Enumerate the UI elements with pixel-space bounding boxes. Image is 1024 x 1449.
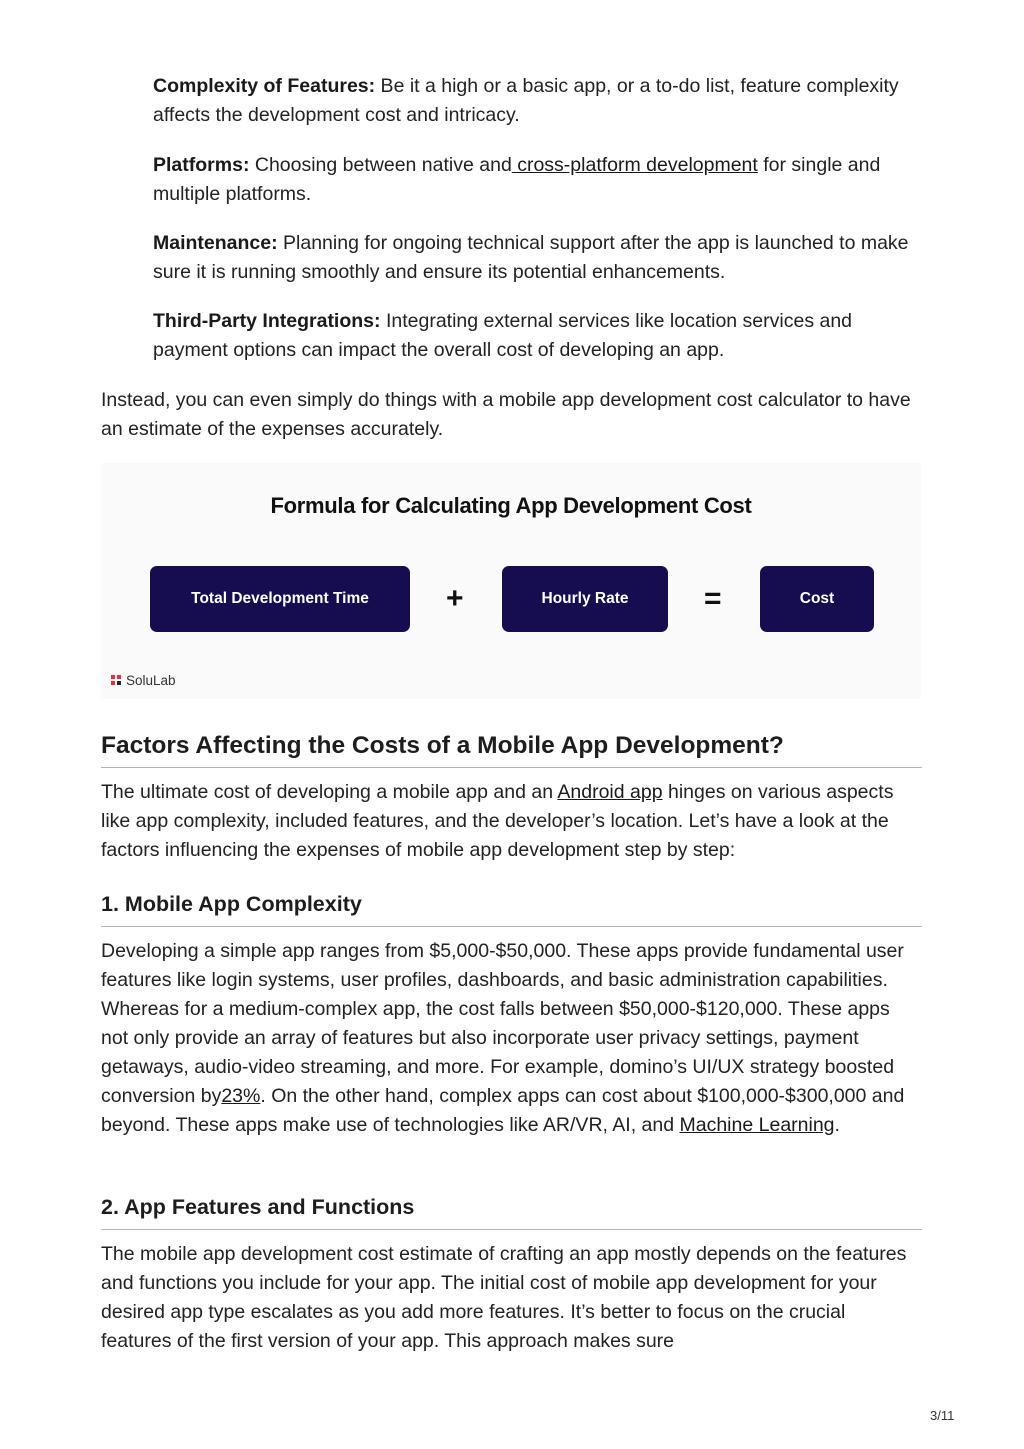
features-paragraph: The mobile app development cost estimate of crafting an app mostly depends on the features and functions you include for your app. The initial cost of mobile app development for your desired app type escalates as you add more features. It’s better to focus on the crucial features of the first version of your app. This approach makes sure xyxy=(101,1243,907,1352)
subheading-features: 2. App Features and Functions xyxy=(101,1195,415,1219)
complexity-paragraph xyxy=(101,937,921,1140)
subheading-complexity: 1. Mobile App Complexity xyxy=(101,892,362,916)
bullet-text: Integrating external services like location services and payment options can impact the overall cost of developing an app. xyxy=(153,310,853,361)
paragraph-text: hinges on various aspects like app complexity, included features, and the developer’s location. Let’s have a look at the factors influencing the expenses of mobile app development step by step: xyxy=(101,781,894,861)
section-paragraph xyxy=(101,778,921,865)
bullet-integrations xyxy=(153,307,913,365)
divider xyxy=(101,767,922,768)
intro-paragraph: Instead, you can even simply do things with a mobile app development cost calculator to have an estimate of the expenses accurately. xyxy=(101,389,911,440)
bullet-text: Choosing between native and xyxy=(249,154,512,176)
logo-text: SoluLab xyxy=(126,673,176,688)
machine-learning-link[interactable]: Machine Learning xyxy=(679,1114,835,1136)
divider xyxy=(101,1229,922,1230)
percentage-link[interactable]: 23% xyxy=(221,1085,261,1107)
bullet-text: Be it a high or a basic app, or a to-do list, feature complexity affects the development cost and intricacy. xyxy=(153,75,899,126)
bullet-label: Third-Party Integrations: xyxy=(153,310,381,332)
bullet-complexity xyxy=(153,72,913,130)
hourly-rate-box: Hourly Rate xyxy=(502,566,668,632)
plus-sign: + xyxy=(446,582,464,615)
paragraph-text: The ultimate cost of developing a mobile app and an xyxy=(101,781,558,803)
bullet-maintenance xyxy=(153,229,913,287)
paragraph-text: . xyxy=(834,1114,840,1136)
divider xyxy=(101,926,922,927)
cross-platform-link[interactable]: cross-platform development xyxy=(511,154,758,176)
bullet-label: Maintenance: xyxy=(153,232,278,254)
bullet-text: for single and multiple platforms. xyxy=(153,154,881,205)
paragraph-text: . On the other hand, complex apps can cost about $100,000-$300,000 and beyond. These apps make use of technologies like AR/VR, AI, and xyxy=(101,1085,905,1136)
android-app-link[interactable]: Android app xyxy=(557,781,663,803)
formula-figure xyxy=(101,463,921,699)
bullet-label: Complexity of Features: xyxy=(153,75,376,97)
cost-box: Cost xyxy=(760,566,874,632)
figure-title: Formula for Calculating App Development Cost xyxy=(270,493,752,518)
total-development-time-box: Total Development Time xyxy=(150,566,410,632)
solulab-logo-icon xyxy=(111,675,122,686)
equals-sign: = xyxy=(704,582,722,615)
section-heading: Factors Affecting the Costs of a Mobile App Development? xyxy=(101,732,784,759)
paragraph-text: Developing a simple app ranges from $5,000-$50,000. These apps provide fundamental user features like login systems, user profiles, dashboards, and basic administration capabilities. Whereas for a medium-complex app, the cost falls between $50,000-$120,000. These apps not only provide an array of features but also incorporate user privacy settings, payment getaways, audio-video streaming, and more. For example, domino’s UI/UX strategy boosted conversion by xyxy=(101,940,904,1107)
bullet-label: Platforms: xyxy=(153,154,250,176)
bullet-platforms xyxy=(153,151,913,209)
page-number: 3/11 xyxy=(930,1408,955,1423)
solulab-logo xyxy=(111,673,176,688)
bullet-text: Planning for ongoing technical support after the app is launched to make sure it is running smoothly and ensure its potential enhancements. xyxy=(153,232,909,283)
